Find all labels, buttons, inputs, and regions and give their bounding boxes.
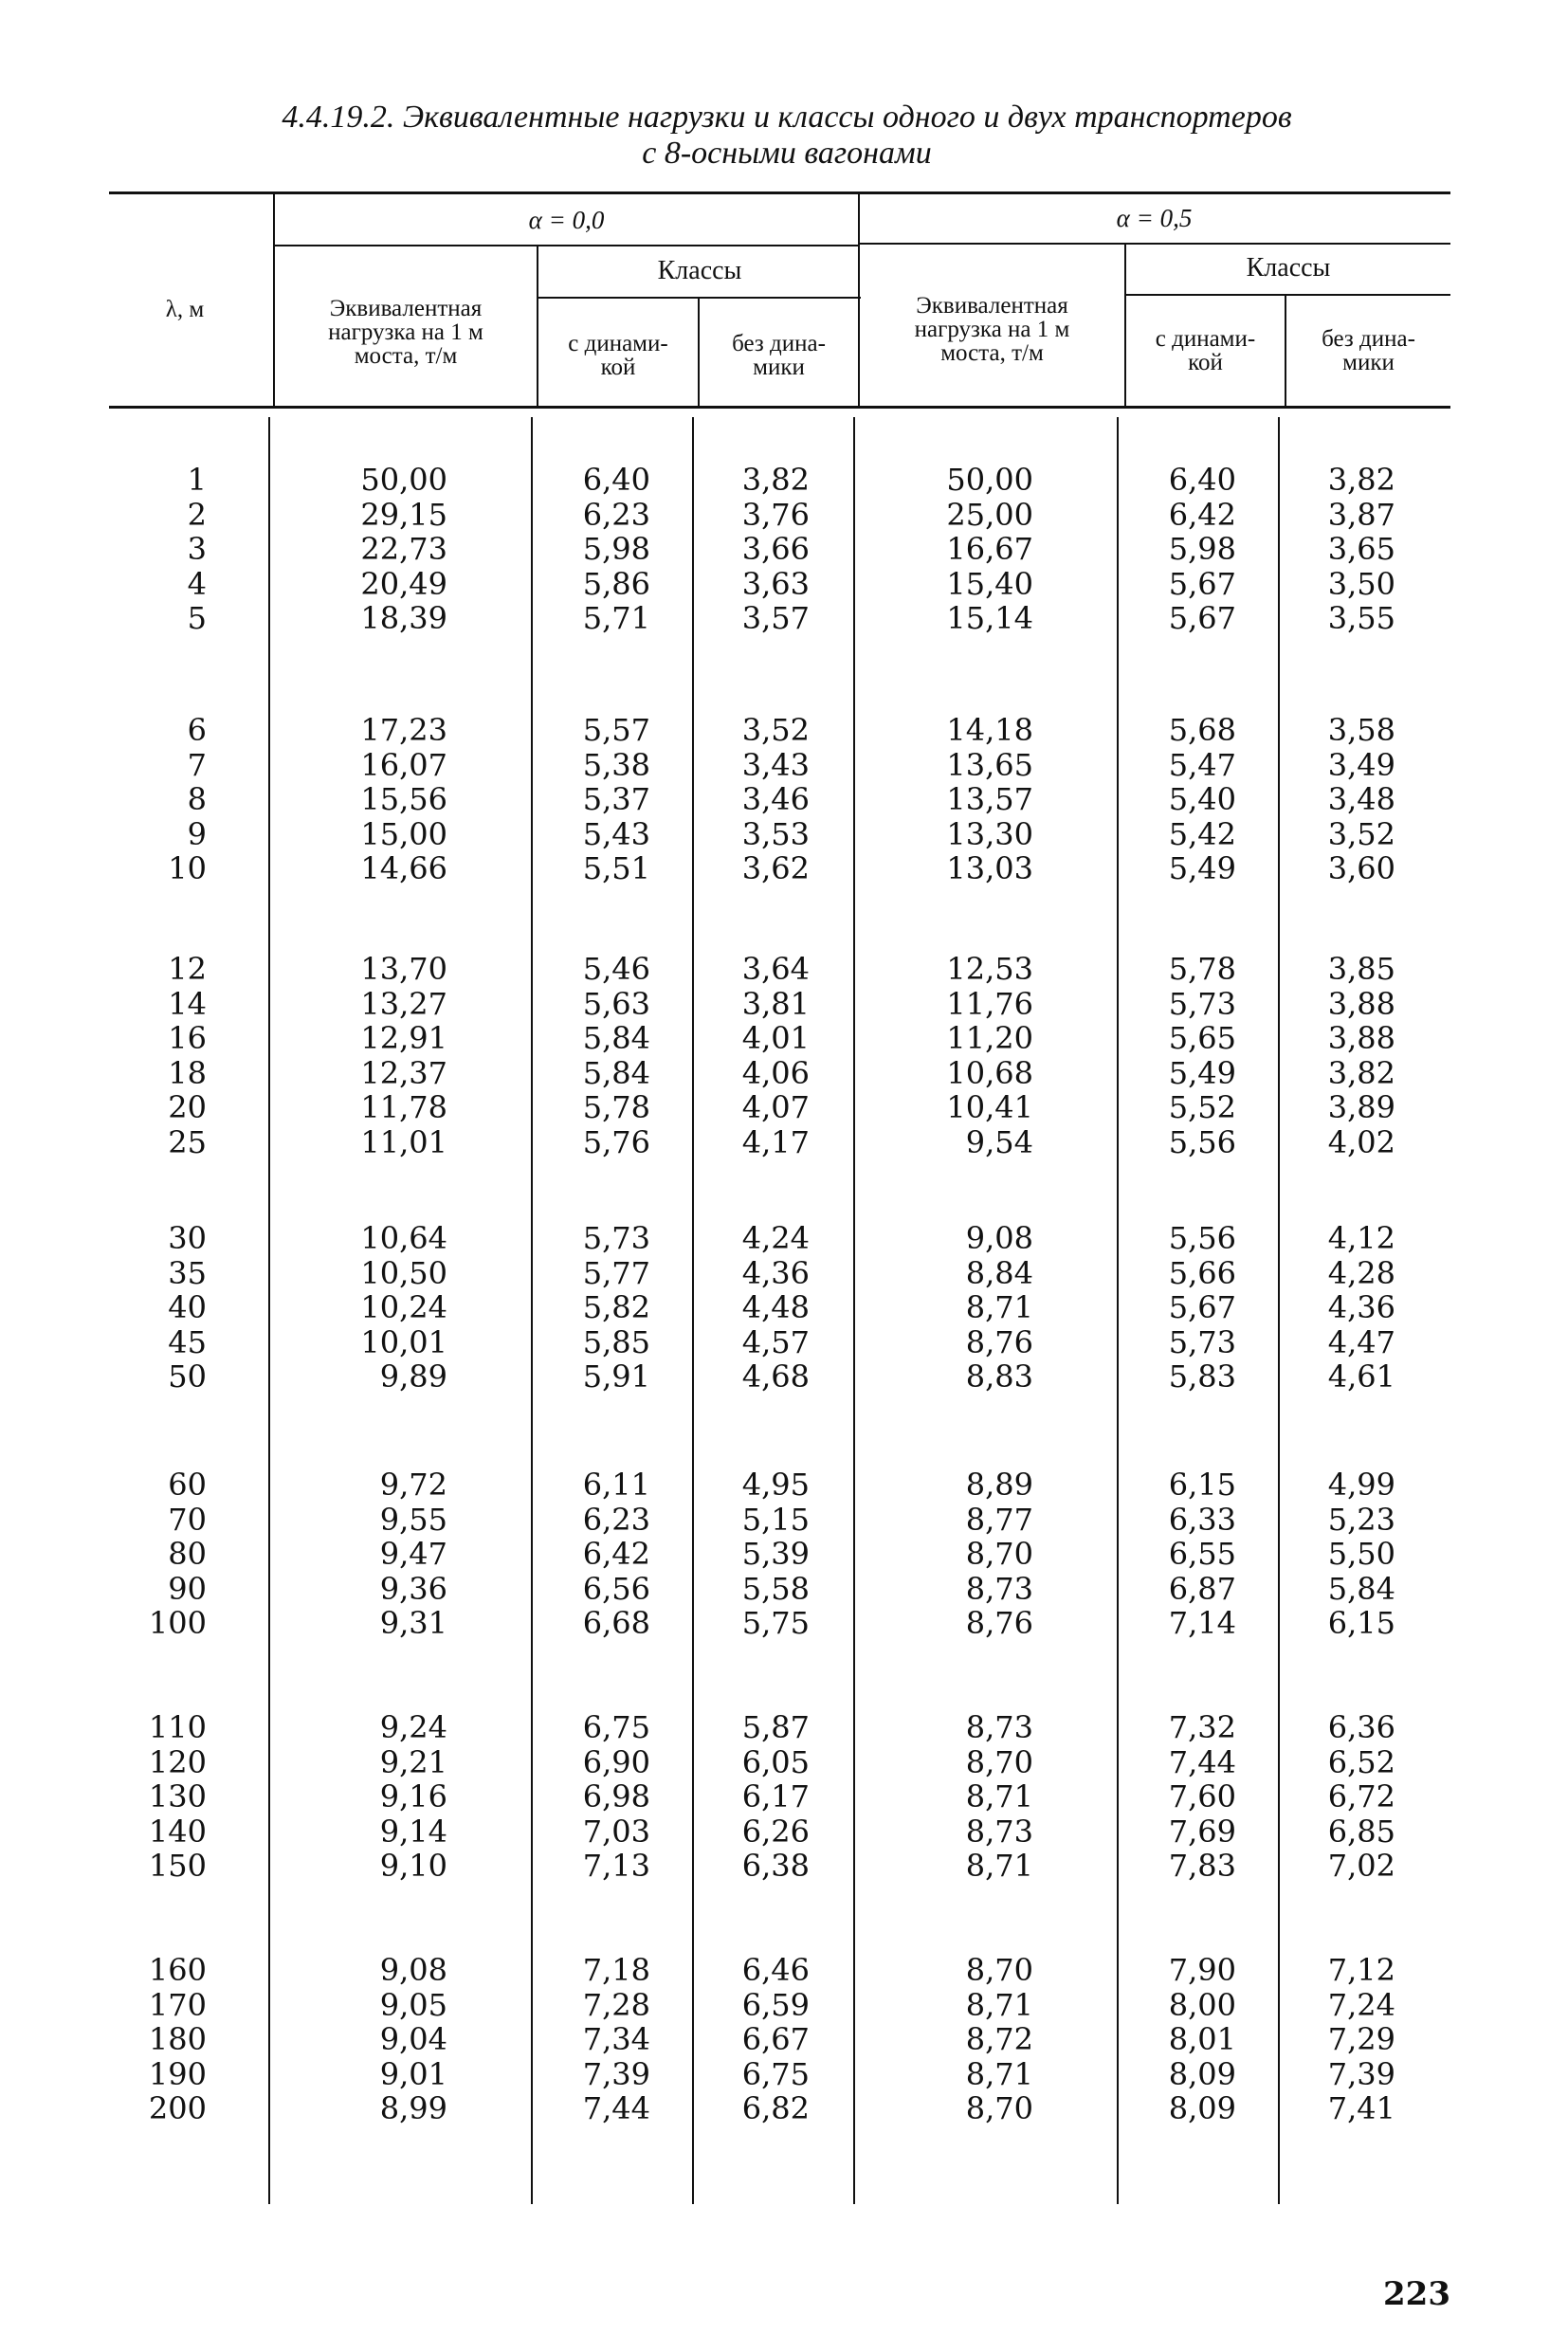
table-cell: 3,63 <box>741 565 810 602</box>
table-cell: 6,15 <box>1327 1605 1395 1641</box>
table-cell: 9,05 <box>379 1986 447 2023</box>
header-bottom-rule <box>109 406 1450 409</box>
row-lambda: 160 <box>148 1952 207 1988</box>
table-cell: 9,89 <box>379 1358 447 1395</box>
header-equiv-left <box>275 297 537 368</box>
row-lambda: 150 <box>148 1848 207 1884</box>
table-cell: 8,01 <box>1168 2021 1236 2057</box>
table-cell: 7,03 <box>582 1813 650 1850</box>
table-cell: 5,40 <box>1168 781 1236 817</box>
table-cell: 4,48 <box>741 1289 810 1325</box>
table-cell: 9,21 <box>379 1743 447 1780</box>
table-cell: 11,20 <box>946 1020 1033 1056</box>
row-lambda: 50 <box>168 1358 207 1395</box>
header-nodyn-right-l1: без дина- <box>1322 326 1415 352</box>
table-cell: 7,90 <box>1168 1952 1236 1988</box>
table-cell: 3,88 <box>1327 985 1395 1022</box>
table-cell: 10,64 <box>360 1220 447 1256</box>
table-cell: 5,39 <box>741 1536 810 1572</box>
table-cell: 7,13 <box>582 1848 650 1884</box>
row-lambda: 12 <box>168 951 207 987</box>
table-cell: 6,17 <box>741 1778 810 1814</box>
table-cell: 6,11 <box>582 1467 650 1503</box>
table-cell: 8,70 <box>965 1743 1033 1780</box>
table-cell: 13,27 <box>360 985 447 1022</box>
body-vline-1 <box>268 417 270 2204</box>
table-cell: 9,24 <box>379 1709 447 1745</box>
table-title-line2: с 8-осными вагонами <box>642 136 932 171</box>
table-cell: 17,23 <box>360 712 447 748</box>
table-cell: 4,95 <box>741 1467 810 1503</box>
table-cell: 6,90 <box>582 1743 650 1780</box>
table-cell: 5,52 <box>1168 1089 1236 1125</box>
row-lambda: 1 <box>187 462 207 498</box>
table-cell: 4,07 <box>741 1089 810 1125</box>
table-cell: 9,47 <box>379 1536 447 1572</box>
row-lambda: 45 <box>168 1323 207 1360</box>
table-cell: 8,71 <box>965 1848 1033 1884</box>
table-cell: 14,18 <box>946 712 1033 748</box>
table-cell: 5,51 <box>582 850 650 886</box>
table-cell: 3,43 <box>741 746 810 783</box>
table-cell: 5,67 <box>1168 565 1236 602</box>
table-cell: 6,46 <box>741 1952 810 1988</box>
alpha-underline-right <box>858 243 1450 245</box>
table-cell: 5,75 <box>741 1605 810 1641</box>
table-cell: 5,43 <box>582 815 650 852</box>
table-cell: 8,71 <box>965 1289 1033 1325</box>
table-cell: 3,81 <box>741 985 810 1022</box>
table-cell: 5,84 <box>582 1020 650 1056</box>
table-cell: 13,30 <box>946 815 1033 852</box>
table-cell: 5,67 <box>1168 600 1236 636</box>
table-cell: 7,24 <box>1327 1986 1395 2023</box>
table-cell: 10,50 <box>360 1254 447 1291</box>
table-cell: 6,05 <box>741 1743 810 1780</box>
table-cell: 8,09 <box>1168 2090 1236 2126</box>
row-lambda: 110 <box>148 1709 207 1745</box>
table-cell: 5,73 <box>1168 985 1236 1022</box>
table-cell: 7,60 <box>1168 1778 1236 1814</box>
row-lambda: 130 <box>148 1778 207 1814</box>
table-cell: 5,56 <box>1168 1220 1236 1256</box>
table-cell: 6,33 <box>1168 1501 1236 1538</box>
table-cell: 5,98 <box>582 531 650 567</box>
table-cell: 6,36 <box>1327 1709 1395 1745</box>
table-cell: 8,70 <box>965 1952 1033 1988</box>
table-cell: 5,73 <box>1168 1323 1236 1360</box>
table-cell: 4,01 <box>741 1020 810 1056</box>
table-cell: 6,15 <box>1168 1467 1236 1503</box>
table-cell: 6,68 <box>582 1605 650 1641</box>
table-cell: 5,77 <box>582 1254 650 1291</box>
table-cell: 9,72 <box>379 1467 447 1503</box>
table-cell: 16,67 <box>946 531 1033 567</box>
classes-underline-left <box>538 297 861 299</box>
table-cell: 6,52 <box>1327 1743 1395 1780</box>
table-cell: 10,01 <box>360 1323 447 1360</box>
table-cell: 3,89 <box>1327 1089 1395 1125</box>
table-cell: 5,71 <box>582 600 650 636</box>
table-cell: 25,00 <box>946 496 1033 533</box>
row-lambda: 190 <box>148 2055 207 2092</box>
table-cell: 5,58 <box>741 1570 810 1607</box>
table-cell: 6,59 <box>741 1986 810 2023</box>
top-rule <box>109 191 1450 194</box>
table-cell: 6,26 <box>741 1813 810 1850</box>
header-alpha-0: α = 0,0 <box>528 206 605 234</box>
table-cell: 5,82 <box>582 1289 650 1325</box>
header-equiv-left-l1: Эквивалентная <box>329 296 483 321</box>
table-cell: 7,32 <box>1168 1709 1236 1745</box>
row-lambda: 3 <box>187 531 207 567</box>
table-cell: 10,24 <box>360 1289 447 1325</box>
table-cell: 3,82 <box>1327 1054 1395 1091</box>
table-cell: 3,58 <box>1327 712 1395 748</box>
table-cell: 8,09 <box>1168 2055 1236 2092</box>
table-cell: 5,91 <box>582 1358 650 1395</box>
row-lambda: 30 <box>168 1220 207 1256</box>
table-cell: 3,57 <box>741 600 810 636</box>
table-cell: 22,73 <box>360 531 447 567</box>
table-cell: 5,76 <box>582 1123 650 1160</box>
table-cell: 4,12 <box>1327 1220 1395 1256</box>
table-cell: 6,75 <box>582 1709 650 1745</box>
table-cell: 8,73 <box>965 1813 1033 1850</box>
table-cell: 3,87 <box>1327 496 1395 533</box>
table-cell: 11,78 <box>360 1089 447 1125</box>
table-cell: 3,60 <box>1327 850 1395 886</box>
table-cell: 10,68 <box>946 1054 1033 1091</box>
row-lambda: 70 <box>168 1501 207 1538</box>
table-cell: 8,73 <box>965 1709 1033 1745</box>
table-cell: 50,00 <box>360 462 447 498</box>
header-alpha-05: α = 0,5 <box>1116 204 1193 232</box>
table-cell: 13,70 <box>360 951 447 987</box>
table-cell: 9,36 <box>379 1570 447 1607</box>
header-lambda: λ, м <box>165 297 205 322</box>
table-cell: 4,02 <box>1327 1123 1395 1160</box>
table-cell: 12,37 <box>360 1054 447 1091</box>
table-cell: 13,03 <box>946 850 1033 886</box>
table-cell: 11,01 <box>360 1123 447 1160</box>
row-lambda: 200 <box>148 2090 207 2126</box>
table-cell: 13,57 <box>946 781 1033 817</box>
table-cell: 12,91 <box>360 1020 447 1056</box>
table-cell: 15,00 <box>360 815 447 852</box>
table-cell: 16,07 <box>360 746 447 783</box>
header-equiv-left-l2: нагрузка на 1 м <box>328 319 483 345</box>
row-lambda: 100 <box>148 1605 207 1641</box>
table-cell: 10,41 <box>946 1089 1033 1125</box>
table-cell: 7,02 <box>1327 1848 1395 1884</box>
table-cell: 9,08 <box>965 1220 1033 1256</box>
row-lambda: 4 <box>187 565 207 602</box>
table-cell: 8,77 <box>965 1501 1033 1538</box>
table-cell: 7,29 <box>1327 2021 1395 2057</box>
table-cell: 5,56 <box>1168 1123 1236 1160</box>
table-cell: 5,73 <box>582 1220 650 1256</box>
table-cell: 9,55 <box>379 1501 447 1538</box>
table-cell: 6,87 <box>1168 1570 1236 1607</box>
row-lambda: 7 <box>187 746 207 783</box>
table-cell: 3,52 <box>741 712 810 748</box>
header-dyn-left-l1: с динами- <box>568 331 668 356</box>
row-lambda: 80 <box>168 1536 207 1572</box>
row-lambda: 9 <box>187 815 207 852</box>
table-cell: 4,28 <box>1327 1254 1395 1291</box>
table-cell: 3,64 <box>741 951 810 987</box>
table-cell: 4,24 <box>741 1220 810 1256</box>
table-cell: 7,34 <box>582 2021 650 2057</box>
table-cell: 9,04 <box>379 2021 447 2057</box>
row-lambda: 6 <box>187 712 207 748</box>
table-cell: 8,70 <box>965 1536 1033 1572</box>
header-dyn-right <box>1126 327 1285 374</box>
table-cell: 4,36 <box>1327 1289 1395 1325</box>
header-dyn-left-l2: кой <box>600 355 636 380</box>
table-cell: 8,89 <box>965 1467 1033 1503</box>
table-cell: 5,50 <box>1327 1536 1395 1572</box>
body-vline-4 <box>853 417 855 2204</box>
table-cell: 6,56 <box>582 1570 650 1607</box>
table-cell: 7,12 <box>1327 1952 1395 1988</box>
header-equiv-left-l3: моста, т/м <box>354 343 458 369</box>
table-cell: 3,49 <box>1327 746 1395 783</box>
table-cell: 6,38 <box>741 1848 810 1884</box>
table-cell: 6,72 <box>1327 1778 1395 1814</box>
table-cell: 4,06 <box>741 1054 810 1091</box>
table-cell: 3,52 <box>1327 815 1395 852</box>
table-cell: 5,68 <box>1168 712 1236 748</box>
row-lambda: 2 <box>187 496 207 533</box>
table-cell: 4,17 <box>741 1123 810 1160</box>
table-cell: 12,53 <box>946 951 1033 987</box>
table-cell: 5,98 <box>1168 531 1236 567</box>
table-cell: 6,55 <box>1168 1536 1236 1572</box>
table-cell: 7,44 <box>1168 1743 1236 1780</box>
header-nodyn-right-l2: мики <box>1342 350 1395 375</box>
table-cell: 3,76 <box>741 496 810 533</box>
table-cell: 3,55 <box>1327 600 1395 636</box>
row-lambda: 5 <box>187 600 207 636</box>
row-lambda: 60 <box>168 1467 207 1503</box>
table-cell: 9,16 <box>379 1778 447 1814</box>
table-cell: 3,85 <box>1327 951 1395 987</box>
table-cell: 3,66 <box>741 531 810 567</box>
table-cell: 6,40 <box>582 462 650 498</box>
table-cell: 6,67 <box>741 2021 810 2057</box>
table-cell: 4,68 <box>741 1358 810 1395</box>
table-cell: 8,72 <box>965 2021 1033 2057</box>
table-cell: 3,48 <box>1327 781 1395 817</box>
table-cell: 5,37 <box>582 781 650 817</box>
row-lambda: 120 <box>148 1743 207 1780</box>
table-cell: 8,71 <box>965 2055 1033 2092</box>
row-lambda: 10 <box>168 850 207 886</box>
table-cell: 3,65 <box>1327 531 1395 567</box>
row-lambda: 180 <box>148 2021 207 2057</box>
table-cell: 4,57 <box>741 1323 810 1360</box>
table-cell: 5,78 <box>582 1089 650 1125</box>
table-cell: 7,69 <box>1168 1813 1236 1850</box>
table-cell: 8,70 <box>965 2090 1033 2126</box>
header-equiv-right <box>860 294 1124 365</box>
row-lambda: 18 <box>168 1054 207 1091</box>
table-cell: 3,82 <box>741 462 810 498</box>
table-cell: 3,46 <box>741 781 810 817</box>
row-lambda: 140 <box>148 1813 207 1850</box>
table-cell: 6,82 <box>741 2090 810 2126</box>
table-cell: 6,42 <box>1168 496 1236 533</box>
table-cell: 6,40 <box>1168 462 1236 498</box>
table-cell: 4,47 <box>1327 1323 1395 1360</box>
table-cell: 4,36 <box>741 1254 810 1291</box>
table-cell: 8,71 <box>965 1778 1033 1814</box>
table-cell: 5,86 <box>582 565 650 602</box>
table-cell: 5,78 <box>1168 951 1236 987</box>
header-classes-left: Классы <box>657 256 742 285</box>
table-cell: 5,83 <box>1168 1358 1236 1395</box>
table-cell: 6,85 <box>1327 1813 1395 1850</box>
table-cell: 3,88 <box>1327 1020 1395 1056</box>
table-cell: 5,66 <box>1168 1254 1236 1291</box>
table-cell: 5,46 <box>582 951 650 987</box>
table-cell: 5,15 <box>741 1501 810 1538</box>
table-cell: 5,67 <box>1168 1289 1236 1325</box>
table-cell: 15,14 <box>946 600 1033 636</box>
table-cell: 6,98 <box>582 1778 650 1814</box>
table-cell: 14,66 <box>360 850 447 886</box>
table-cell: 9,10 <box>379 1848 447 1884</box>
header-dyn-right-l1: с динами- <box>1155 326 1256 352</box>
table-cell: 9,14 <box>379 1813 447 1850</box>
table-cell: 8,83 <box>965 1358 1033 1395</box>
table-cell: 3,53 <box>741 815 810 852</box>
table-cell: 11,76 <box>946 985 1033 1022</box>
row-lambda: 8 <box>187 781 207 817</box>
table-cell: 15,56 <box>360 781 447 817</box>
row-lambda: 14 <box>168 985 207 1022</box>
table-cell: 5,65 <box>1168 1020 1236 1056</box>
table-cell: 5,57 <box>582 712 650 748</box>
row-lambda: 90 <box>168 1570 207 1607</box>
table-cell: 3,62 <box>741 850 810 886</box>
table-cell: 7,28 <box>582 1986 650 2023</box>
header-equiv-right-l2: нагрузка на 1 м <box>914 317 1070 342</box>
table-cell: 5,85 <box>582 1323 650 1360</box>
table-cell: 4,99 <box>1327 1467 1395 1503</box>
table-cell: 7,44 <box>582 2090 650 2126</box>
table-cell: 8,99 <box>379 2090 447 2126</box>
header-dyn-left <box>538 332 698 379</box>
table-cell: 7,18 <box>582 1952 650 1988</box>
table-cell: 29,15 <box>360 496 447 533</box>
row-lambda: 20 <box>168 1089 207 1125</box>
table-cell: 18,39 <box>360 600 447 636</box>
table-cell: 6,23 <box>582 496 650 533</box>
table-cell: 8,76 <box>965 1605 1033 1641</box>
page-number: 223 <box>1383 2275 1450 2313</box>
header-nodyn-left-l2: мики <box>753 355 805 380</box>
table-cell: 5,47 <box>1168 746 1236 783</box>
row-lambda: 35 <box>168 1254 207 1291</box>
table-cell: 7,14 <box>1168 1605 1236 1641</box>
table-cell: 5,38 <box>582 746 650 783</box>
header-classes-right: Классы <box>1246 253 1331 283</box>
table-cell: 5,87 <box>741 1709 810 1745</box>
table-cell: 7,39 <box>582 2055 650 2092</box>
table-cell: 5,49 <box>1168 850 1236 886</box>
table-cell: 8,00 <box>1168 1986 1236 2023</box>
table-cell: 5,23 <box>1327 1501 1395 1538</box>
table-cell: 50,00 <box>946 462 1033 498</box>
header-nodyn-left <box>700 332 858 379</box>
alpha-underline-left <box>275 245 858 246</box>
table-cell: 8,84 <box>965 1254 1033 1291</box>
table-cell: 20,49 <box>360 565 447 602</box>
header-equiv-right-l1: Эквивалентная <box>916 293 1068 319</box>
table-cell: 5,49 <box>1168 1054 1236 1091</box>
table-cell: 8,76 <box>965 1323 1033 1360</box>
classes-underline-right <box>1126 294 1450 296</box>
row-lambda: 170 <box>148 1986 207 2023</box>
table-cell: 7,41 <box>1327 2090 1395 2126</box>
table-cell: 5,84 <box>1327 1570 1395 1607</box>
table-cell: 9,08 <box>379 1952 447 1988</box>
table-cell: 7,83 <box>1168 1848 1236 1884</box>
table-cell: 8,73 <box>965 1570 1033 1607</box>
row-lambda: 40 <box>168 1289 207 1325</box>
table-cell: 13,65 <box>946 746 1033 783</box>
row-lambda: 16 <box>168 1020 207 1056</box>
header-nodyn-left-l1: без дина- <box>732 331 826 356</box>
table-cell: 9,54 <box>965 1123 1033 1160</box>
table-cell: 15,40 <box>946 565 1033 602</box>
header-dyn-right-l2: кой <box>1188 350 1223 375</box>
row-lambda: 25 <box>168 1123 207 1160</box>
header-nodyn-right <box>1286 327 1450 374</box>
table-cell: 5,84 <box>582 1054 650 1091</box>
table-cell: 5,63 <box>582 985 650 1022</box>
header-equiv-right-l3: моста, т/м <box>940 340 1044 366</box>
table-cell: 6,23 <box>582 1501 650 1538</box>
table-cell: 7,39 <box>1327 2055 1395 2092</box>
table-cell: 8,71 <box>965 1986 1033 2023</box>
table-cell: 3,82 <box>1327 462 1395 498</box>
table-cell: 4,61 <box>1327 1358 1395 1395</box>
table-cell: 5,42 <box>1168 815 1236 852</box>
table-cell: 3,50 <box>1327 565 1395 602</box>
table-title-line1: 4.4.19.2. Эквивалентные нагрузки и классы одного и двух транспортеров <box>282 100 1292 135</box>
table-cell: 6,42 <box>582 1536 650 1572</box>
table-cell: 9,01 <box>379 2055 447 2092</box>
table-cell: 9,31 <box>379 1605 447 1641</box>
table-cell: 6,75 <box>741 2055 810 2092</box>
